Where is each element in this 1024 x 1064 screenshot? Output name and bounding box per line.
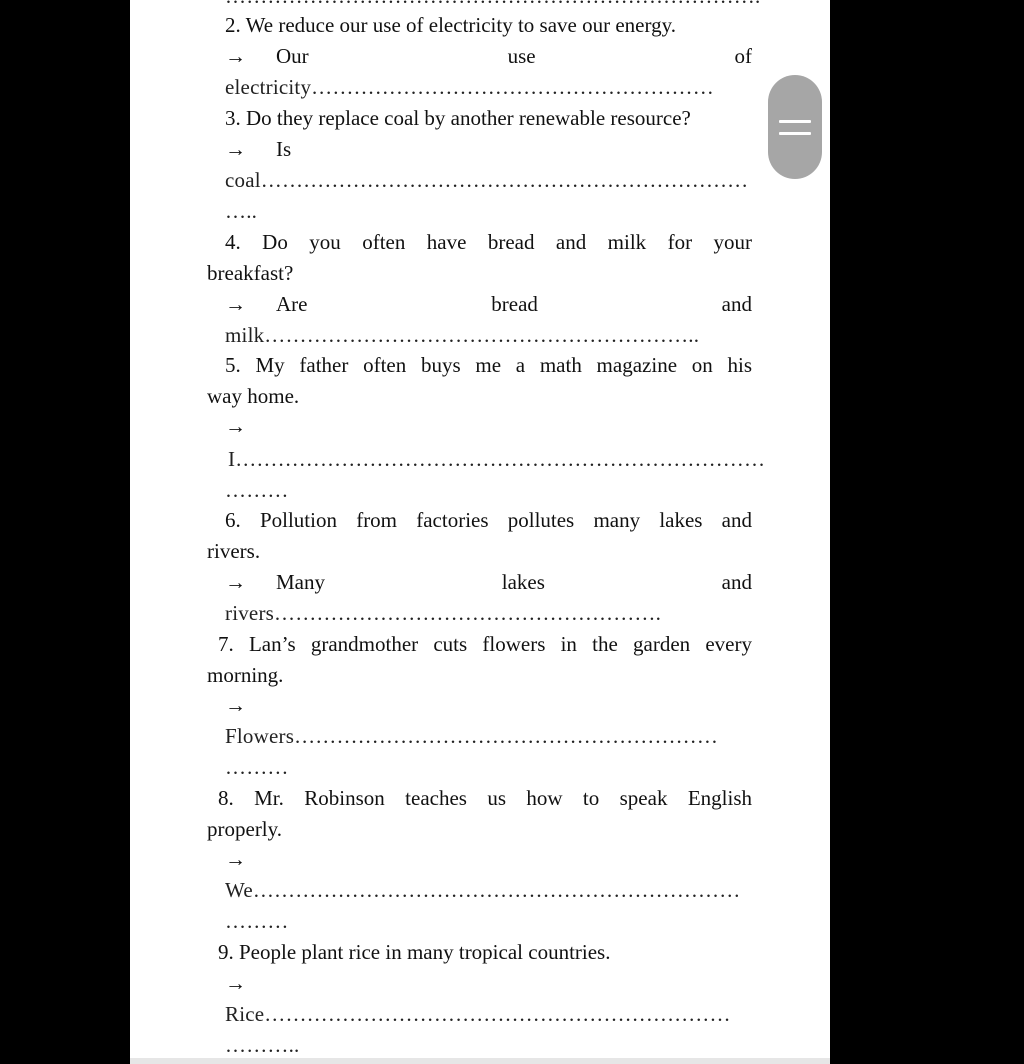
- answer-3-prompt: [225, 137, 291, 161]
- arrow-icon: →: [225, 137, 246, 161]
- answer-2-line: electricity…………………………………………………: [225, 75, 714, 99]
- question-4: [225, 230, 752, 254]
- document-page: [130, 0, 830, 1058]
- question-4-text: 4. Do you often have bread and milk for your: [225, 230, 752, 254]
- answer-3-line: coal……………………………………………………………: [225, 168, 749, 192]
- answer-5-line: I…………………………………………………………………: [228, 447, 766, 471]
- question-6: 6. Pollution from factories pollutes many lakes and: [225, 508, 752, 532]
- arrow-icon: →: [225, 292, 246, 316]
- word: Many: [276, 570, 325, 594]
- drag-handle-icon: [779, 120, 811, 135]
- arrow-icon: →: [225, 971, 246, 995]
- answer-6-prompt: [225, 570, 752, 594]
- question-6-cont: rivers.: [207, 539, 261, 563]
- question-2: 2. We reduce our use of electricity to save our energy.: [225, 13, 676, 37]
- answer-2-prompt: [225, 44, 752, 68]
- answer-4-line: milk……………………………………………………..: [225, 323, 700, 347]
- word: lakes: [501, 570, 545, 594]
- scroll-handle[interactable]: [768, 75, 822, 179]
- word: bread: [491, 292, 538, 316]
- question-7: 7. Lan’s grandmother cuts flowers in the garden every: [218, 632, 752, 656]
- answer-3-line-cont: …..: [225, 199, 258, 223]
- word: of: [734, 44, 752, 68]
- top-answer-dots: [225, 0, 665, 8]
- arrow-icon: →: [225, 693, 246, 717]
- page-bottom-edge: [130, 1058, 830, 1064]
- word: use: [507, 44, 536, 68]
- arrow-icon: →: [225, 847, 246, 871]
- question-4-cont: breakfast?: [207, 261, 294, 285]
- question-9: 9. People plant rice in many tropical countries.: [218, 940, 611, 964]
- word: Is: [276, 137, 292, 161]
- answer-9-line: Rice…………………………………………………………: [225, 1002, 731, 1026]
- question-5-cont: way home.: [207, 384, 300, 408]
- word: and: [721, 570, 752, 594]
- question-3: 3. Do they replace coal by another renewable resource?: [225, 106, 691, 130]
- answer-8-line-cont: ………: [225, 909, 289, 933]
- answer-6-line: rivers……………………………………………….: [225, 601, 662, 625]
- answer-7-line-cont: ………: [225, 755, 289, 779]
- word: and: [721, 292, 752, 316]
- word: Are: [276, 292, 308, 316]
- arrow-icon: →: [225, 414, 246, 438]
- answer-7-line: Flowers……………………………………………………: [225, 724, 719, 748]
- answer-9-line-cont: ………..: [225, 1033, 300, 1057]
- answer-8-line: We……………………………………………………………: [225, 878, 741, 902]
- question-5: 5. My father often buys me a math magazine on his: [225, 353, 752, 377]
- arrow-icon: →: [225, 44, 246, 68]
- question-8: 8. Mr. Robinson teaches us how to speak English: [218, 786, 752, 810]
- answer-5-line-cont: ………: [225, 478, 289, 502]
- arrow-icon: →: [225, 570, 246, 594]
- answer-4-prompt: [225, 292, 752, 316]
- question-7-cont: morning.: [207, 663, 284, 687]
- question-8-cont: properly.: [207, 817, 283, 841]
- word: Our: [276, 44, 309, 68]
